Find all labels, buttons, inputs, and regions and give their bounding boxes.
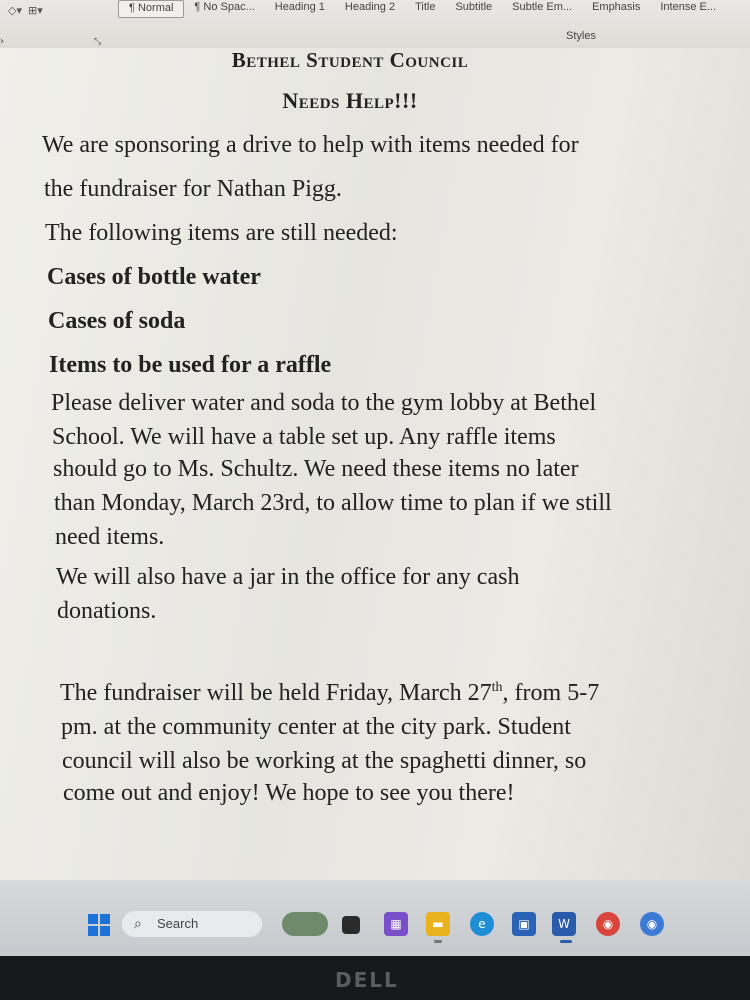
needed-item: Items to be used for a raffle (49, 352, 332, 378)
search-icon: ⌕ (134, 915, 142, 931)
event-line-1-end: , from 5-7 (502, 680, 600, 706)
monitor-brand-logo: DELL (335, 968, 399, 992)
cash-line: donations. (57, 598, 157, 624)
title-line-2: Needs Help!!! (282, 88, 418, 113)
styles-gallery (118, 0, 726, 16)
shading-icon[interactable]: ◇▾ (8, 3, 22, 17)
delivery-line: need items. (55, 524, 165, 550)
event-line: council will also be working at the spaghetti dinner, so (62, 748, 587, 774)
style-normal[interactable]: ¶ Normal (118, 0, 184, 18)
edge-icon[interactable]: e (470, 912, 494, 936)
style-heading-2[interactable]: Heading 2 (344, 1, 396, 13)
style-no-spacing[interactable]: ¶ No Spac... (194, 1, 255, 13)
needed-item: Cases of soda (48, 308, 186, 334)
word-icon[interactable]: W (552, 912, 576, 936)
needed-item: Cases of bottle water (47, 264, 261, 290)
delivery-line: than Monday, March 23rd, to allow time to plan if we still (54, 490, 612, 516)
teams-icon[interactable]: ▣ (512, 912, 536, 936)
file-explorer-indicator (434, 940, 442, 943)
ribbon-tools (8, 0, 43, 20)
file-explorer-icon[interactable]: ▬ (426, 912, 450, 936)
delivery-line: should go to Ms. Schultz. We need these items no later (53, 456, 579, 482)
cash-line: We will also have a jar in the office for any cash (56, 564, 520, 590)
styles-group-label: Styles (566, 30, 596, 42)
word-active-indicator (560, 940, 572, 943)
search-label: Search (157, 916, 199, 931)
windows-start-icon[interactable] (88, 914, 110, 936)
style-intense-emphasis[interactable]: Intense E... (660, 1, 717, 13)
style-title[interactable]: Title (415, 1, 436, 13)
widgets-icon[interactable] (282, 912, 328, 936)
style-subtle-emphasis[interactable]: Subtle Em... (512, 1, 573, 13)
style-heading-1[interactable]: Heading 1 (274, 1, 325, 13)
delivery-line: School. We will have a table set up. Any raffle items (52, 424, 556, 450)
document-page[interactable] (0, 48, 750, 880)
delivery-line: Please deliver water and soda to the gym lobby at Bethel (51, 390, 597, 416)
title-line-1: Bethel Student Council (231, 48, 469, 72)
paragraph-group-icon: › (0, 36, 4, 47)
store-icon[interactable]: ▦ (384, 912, 408, 936)
event-line-1-text: The fundraiser will be held Friday, March 27 (60, 680, 492, 706)
style-subtitle[interactable]: Subtitle (455, 1, 493, 13)
intro-line-1: We are sponsoring a drive to help with items needed for (42, 132, 579, 158)
event-line-1 (60, 676, 599, 710)
task-view-icon[interactable] (342, 916, 360, 934)
ribbon (0, 0, 750, 49)
dialog-launcher-icon[interactable]: ⤡ (94, 36, 102, 46)
event-line: pm. at the community center at the city park. Student (61, 714, 571, 740)
taskbar-search[interactable] (122, 911, 262, 937)
intro-line-2: the fundraiser for Nathan Pigg. (44, 176, 342, 202)
chrome-icon[interactable]: ◉ (596, 912, 620, 936)
borders-icon[interactable]: ⊞▾ (27, 3, 43, 17)
items-intro: The following items are still needed: (45, 220, 398, 246)
ordinal-suffix: th (491, 680, 503, 695)
event-line: come out and enjoy! We hope to see you there! (63, 780, 515, 806)
chrome-profile-icon[interactable]: ◉ (640, 912, 664, 936)
style-emphasis[interactable]: Emphasis (592, 1, 641, 13)
taskbar (0, 880, 750, 956)
monitor-bezel (0, 956, 750, 1000)
